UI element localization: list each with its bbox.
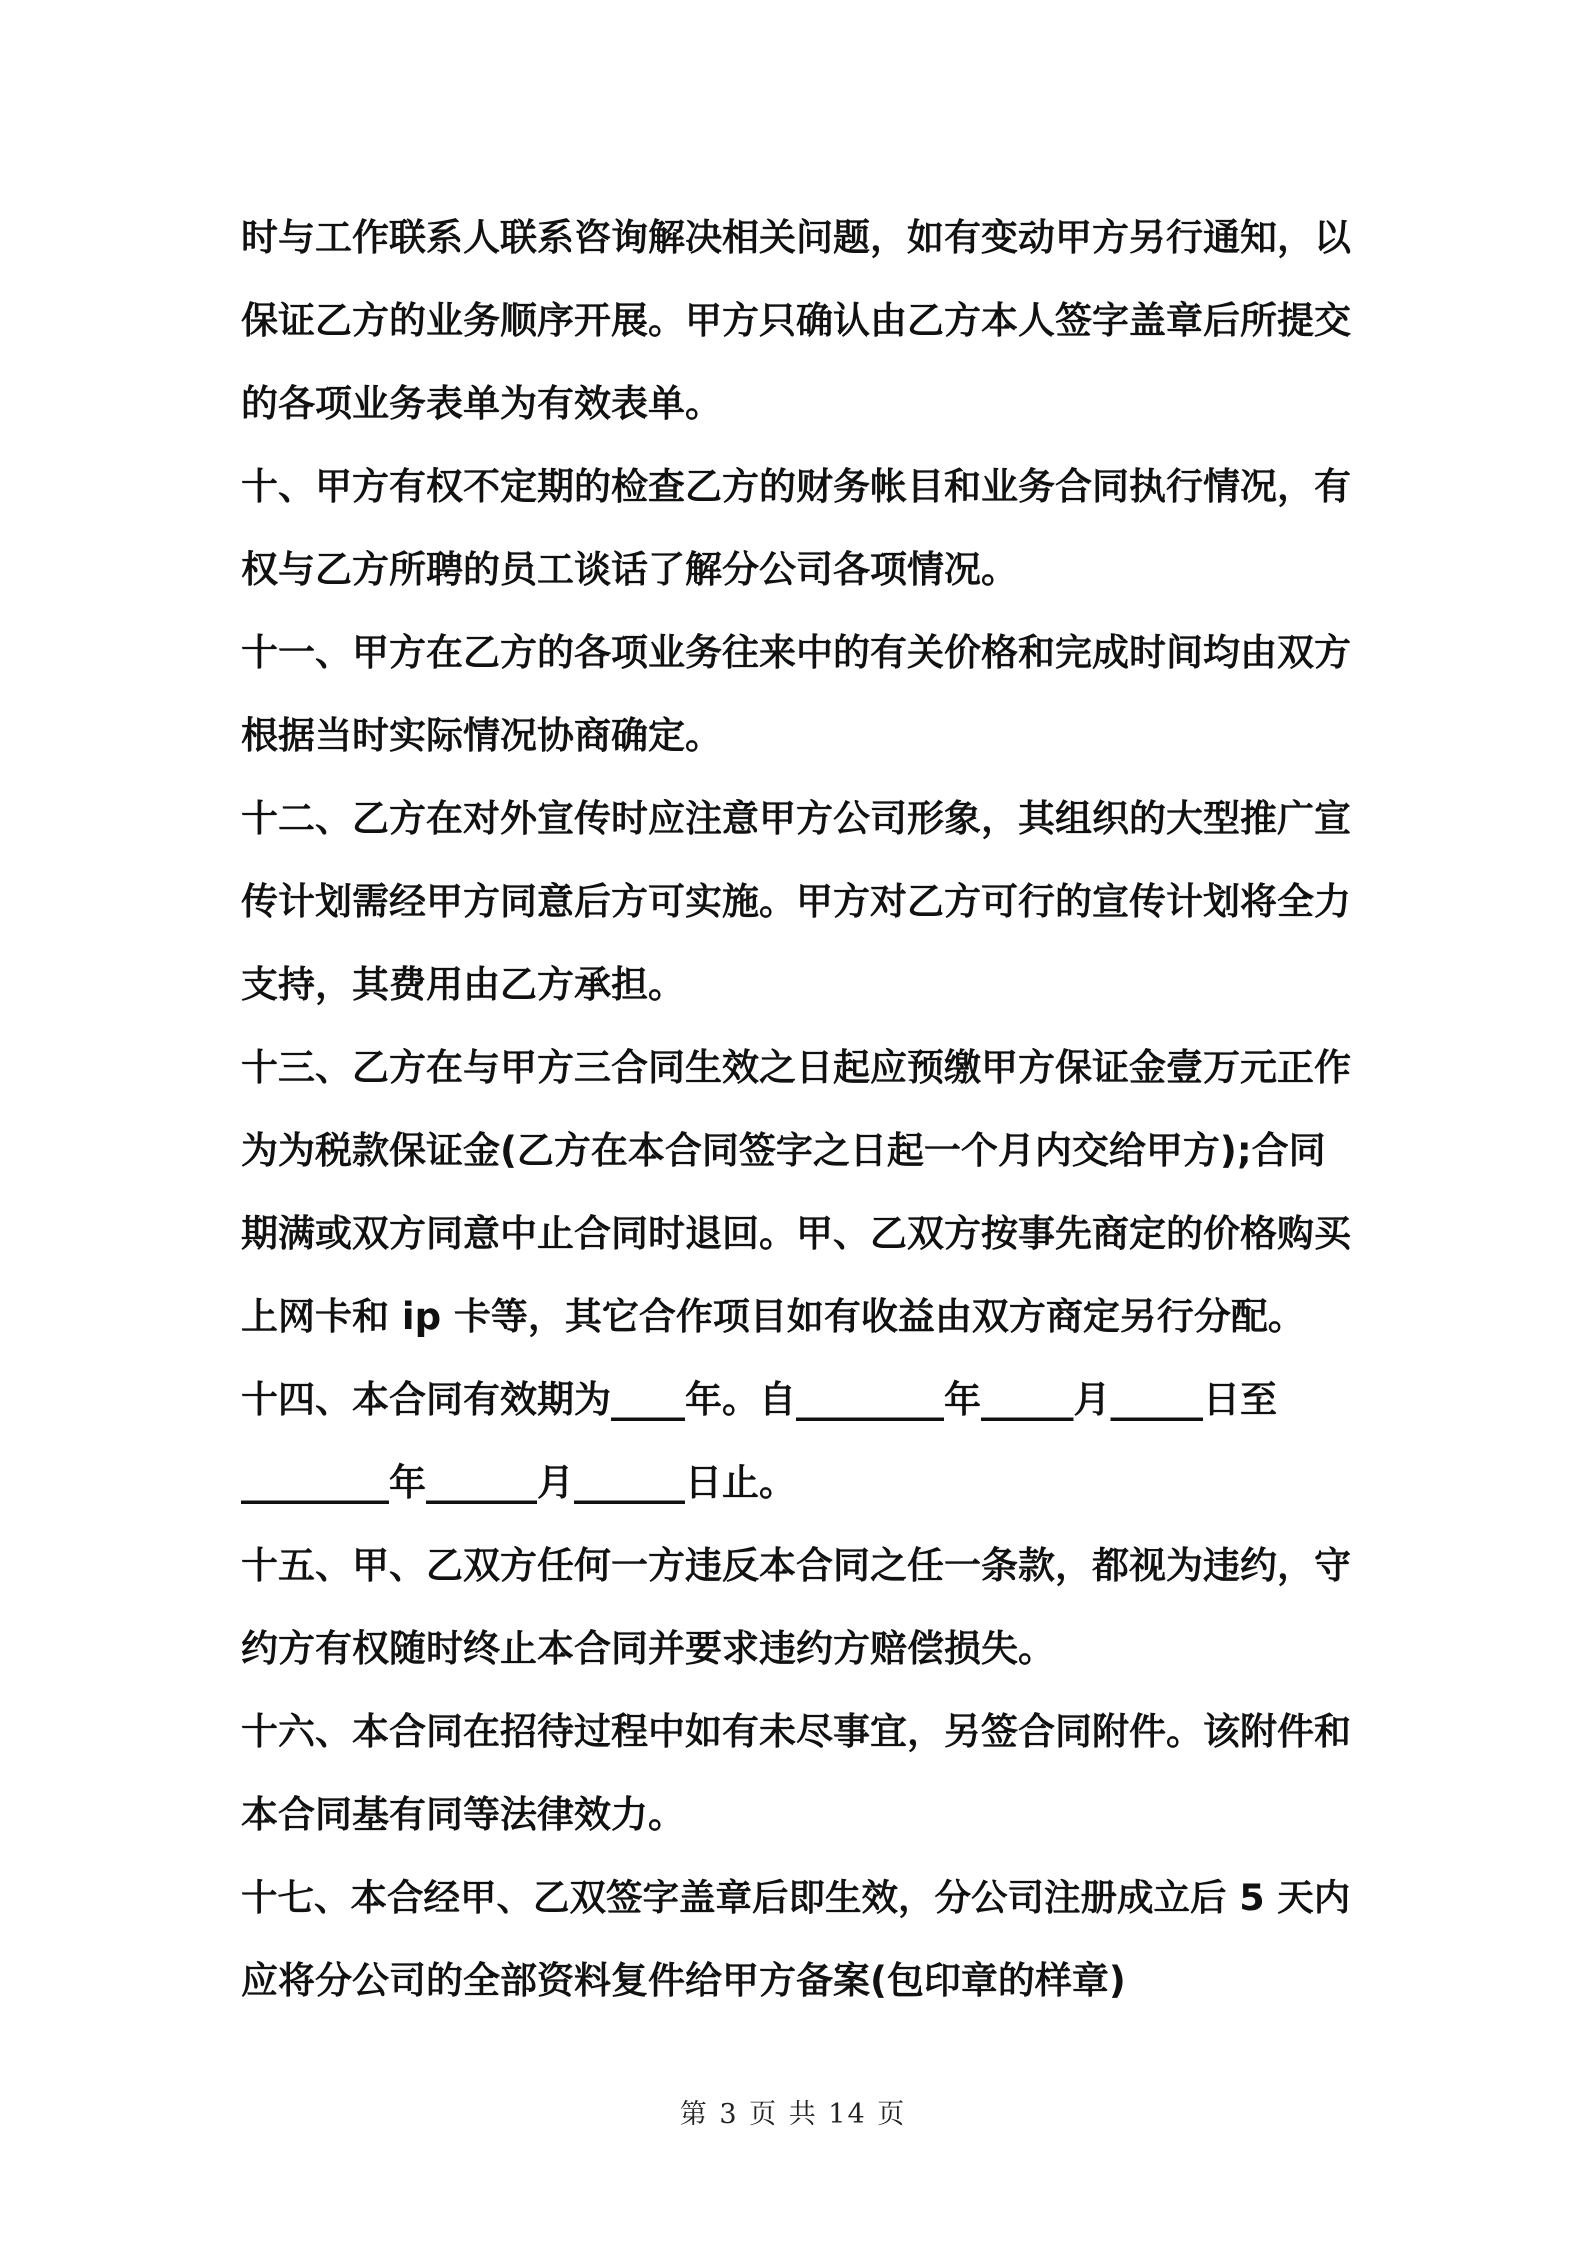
clause-12: 十二、乙方在对外宣传时应注意甲方公司形象，其组织的大型推广宣 [241,797,1351,840]
text-line: 传计划需经甲方同意后方可实施。甲方对乙方可行的宣传计划将全力 [241,880,1351,923]
clause-15: 十五、甲、乙双方任何一方违反本合同之任一条款，都视为违约，守 [241,1544,1351,1587]
text-line: 根据当时实际情况协商确定。 [241,714,722,757]
text-line: 权与乙方所聘的员工谈话了解分公司各项情况。 [241,548,1018,591]
clause-16: 十六、本合同在招待过程中如有未尽事宜，另签合同附件。该附件和 [241,1710,1351,1753]
text-line: 上网卡和 ip 卡等，其它合作项目如有收益由双方商定另行分配。 [241,1295,1305,1338]
text-line: 支持，其费用由乙方承担。 [241,963,685,1006]
clause-14: 十四、本合同有效期为____年。自________年_____月_____日至 [241,1378,1277,1421]
clause-11: 十一、甲方在乙方的各项业务往来中的有关价格和完成时间均由双方 [241,631,1351,674]
text-line: 约方有权随时终止本合同并要求违约方赔偿损失。 [241,1627,1055,1670]
clause-17: 十七、本合经甲、乙双签字盖章后即生效，分公司注册成立后 5 天内 [241,1876,1351,1919]
text-line: 时与工作联系人联系咨询解决相关问题，如有变动甲方另行通知，以 [241,216,1351,259]
text-line: ________年______月______日止。 [241,1461,796,1504]
body-text [241,196,1351,2022]
clause-13: 十三、乙方在与甲方三合同生效之日起应预缴甲方保证金壹万元正作 [241,1046,1351,1089]
text-line: 的各项业务表单为有效表单。 [241,382,722,425]
document-body [241,196,1351,2022]
text-line: 保证乙方的业务顺序开展。甲方只确认由乙方本人签字盖章后所提交 [241,299,1351,342]
page-number: 第 3 页 共 14 页 [679,2099,907,2130]
text-line: 应将分公司的全部资料复件给甲方备案(包印章的样章) [241,1959,1126,2002]
clause-10: 十、甲方有权不定期的检查乙方的财务帐目和业务合同执行情况，有 [241,465,1351,508]
text-line: 本合同基有同等法律效力。 [241,1793,685,1836]
text-line: 期满或双方同意中止合同时退回。甲、乙双方按事先商定的价格购买 [241,1212,1351,1255]
text-line: 为为税款保证金(乙方在本合同签字之日起一个月内交给甲方);合同 [241,1129,1326,1172]
